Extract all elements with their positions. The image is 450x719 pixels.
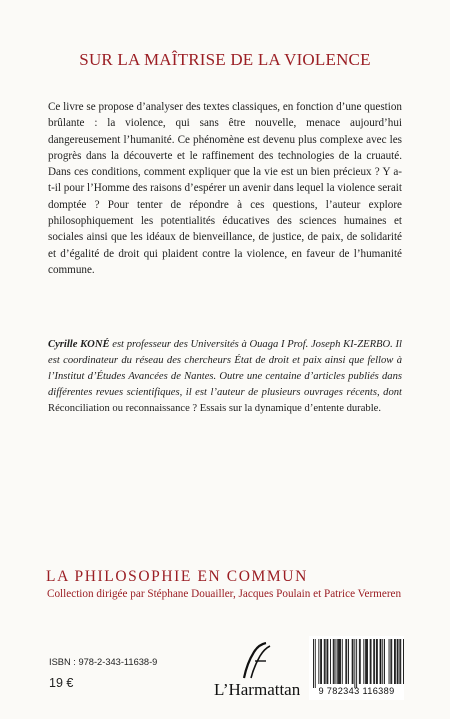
barcode-bar: [325, 639, 326, 684]
author-name: Cyrille KONÉ: [48, 339, 110, 350]
barcode-bar: [382, 639, 383, 684]
barcode-bar: [371, 639, 372, 684]
barcode-bar: [398, 639, 399, 684]
barcode-bar: [397, 639, 398, 684]
barcode-bar: [334, 639, 335, 684]
series-title: LA PHILOSOPHIE EN COMMUN: [46, 568, 308, 585]
barcode-bar: [324, 639, 325, 684]
barcode-bar: [313, 639, 314, 688]
barcode-bar: [359, 639, 360, 684]
barcode-bar: [352, 639, 353, 684]
barcode-bar: [327, 639, 328, 684]
barcode-bar: [391, 639, 392, 684]
author-bio-recent-title: Réconciliation ou reconnaissance ? Essais sur la dynamique d’entente durable.: [48, 402, 381, 414]
barcode-bar: [333, 639, 334, 684]
barcode-bar: [370, 639, 371, 684]
barcode-bars: [309, 636, 404, 688]
barcode-bar: [360, 639, 361, 684]
book-title: SUR LA MAÎTRISE DE LA VIOLENCE: [79, 50, 371, 69]
barcode-bar: [346, 639, 347, 684]
barcode-bar: [330, 639, 331, 684]
barcode-bar: [321, 639, 322, 684]
isbn-number: ISBN : 978-2-343-11638-9: [49, 657, 158, 667]
barcode-bar: [345, 639, 346, 684]
barcode-bar: [320, 639, 321, 684]
barcode-bar: [366, 639, 367, 684]
isbn-barcode: [309, 636, 404, 700]
barcode-bar: [403, 639, 404, 684]
barcode-bar: [318, 639, 319, 684]
author-bio-italic: est professeur des Universités à Ouaga I Prof. Joseph KI-ZERBO. Il est coordinateur du réseau des chercheurs État de droit et paix ainsi que fellow à l’Institut d’Études Avancées de Nantes. Outre une centaine d’articles publiés dans différentes revues scientifiques, il est l’auteur de plusieurs ouvrages récents, dont: [48, 339, 402, 398]
publisher-name: L’Harmattan: [214, 680, 301, 699]
barcode-bar: [373, 639, 374, 684]
barcode-bar: [384, 639, 385, 684]
barcode-bar: [389, 639, 390, 684]
barcode-bar: [390, 639, 391, 684]
barcode-bar: [394, 639, 395, 684]
barcode-bar: [338, 639, 339, 684]
price-label: 19 €: [49, 676, 74, 690]
barcode-bar: [339, 639, 340, 684]
barcode-bar: [336, 639, 337, 684]
barcode-bar: [395, 639, 396, 684]
barcode-bar: [348, 639, 349, 684]
barcode-bar: [356, 639, 357, 688]
barcode-bar: [377, 639, 378, 684]
barcode-bar: [363, 639, 364, 684]
barcode-bar: [340, 639, 341, 684]
publisher-mark: [214, 642, 301, 702]
barcode-bar: [380, 639, 381, 684]
barcode-bar: [376, 639, 377, 684]
barcode-digits: 9 782343 116389: [318, 686, 395, 696]
barcode-bar: [400, 639, 401, 684]
barcode-bar: [315, 639, 316, 688]
author-bio: [48, 337, 402, 417]
harmattan-logo-icon: [240, 642, 272, 680]
barcode-bar: [327, 639, 328, 684]
barcode-bar: [399, 639, 400, 684]
barcode-bar: [365, 639, 366, 684]
barcode-bar: [353, 639, 354, 684]
barcode-bar: [367, 639, 368, 684]
barcode-bar: [374, 639, 375, 684]
barcode-bar: [342, 639, 343, 684]
barcode-bar: [354, 639, 355, 688]
series-editors: Collection dirigée par Stéphane Douailler, Jacques Poulain et Patrice Vermeren: [47, 588, 402, 600]
barcode-bar: [337, 639, 338, 684]
barcode-bar: [381, 639, 382, 684]
book-blurb: Ce livre se propose d’analyser des textes classiques, en fonction d’une question brûlante : la violence, qui sans être nouvelle, menace aujourd’hui dangereusement l’humanité. Ce phénomène est devenu plus complexe avec les progrès dans la découverte et le raffinement des technologies de la cruauté. Dans ces conditions, comment expliquer que la vie est un bien précieux ? Y a-t-il pour l’Homme des raisons d’espérer un avenir dans lequel la violence serait domptée ? Pour tenter de répondre à ces questions, l’auteur explore philosophiquement les potentialités éducatives des sciences humaines et sociales ainsi que les idéaux de bienveillance, de justice, de paix, de solidarité et d’égalité de droit qui plaident contre la violence, en faveur de l’humanité commune.: [48, 101, 402, 276]
